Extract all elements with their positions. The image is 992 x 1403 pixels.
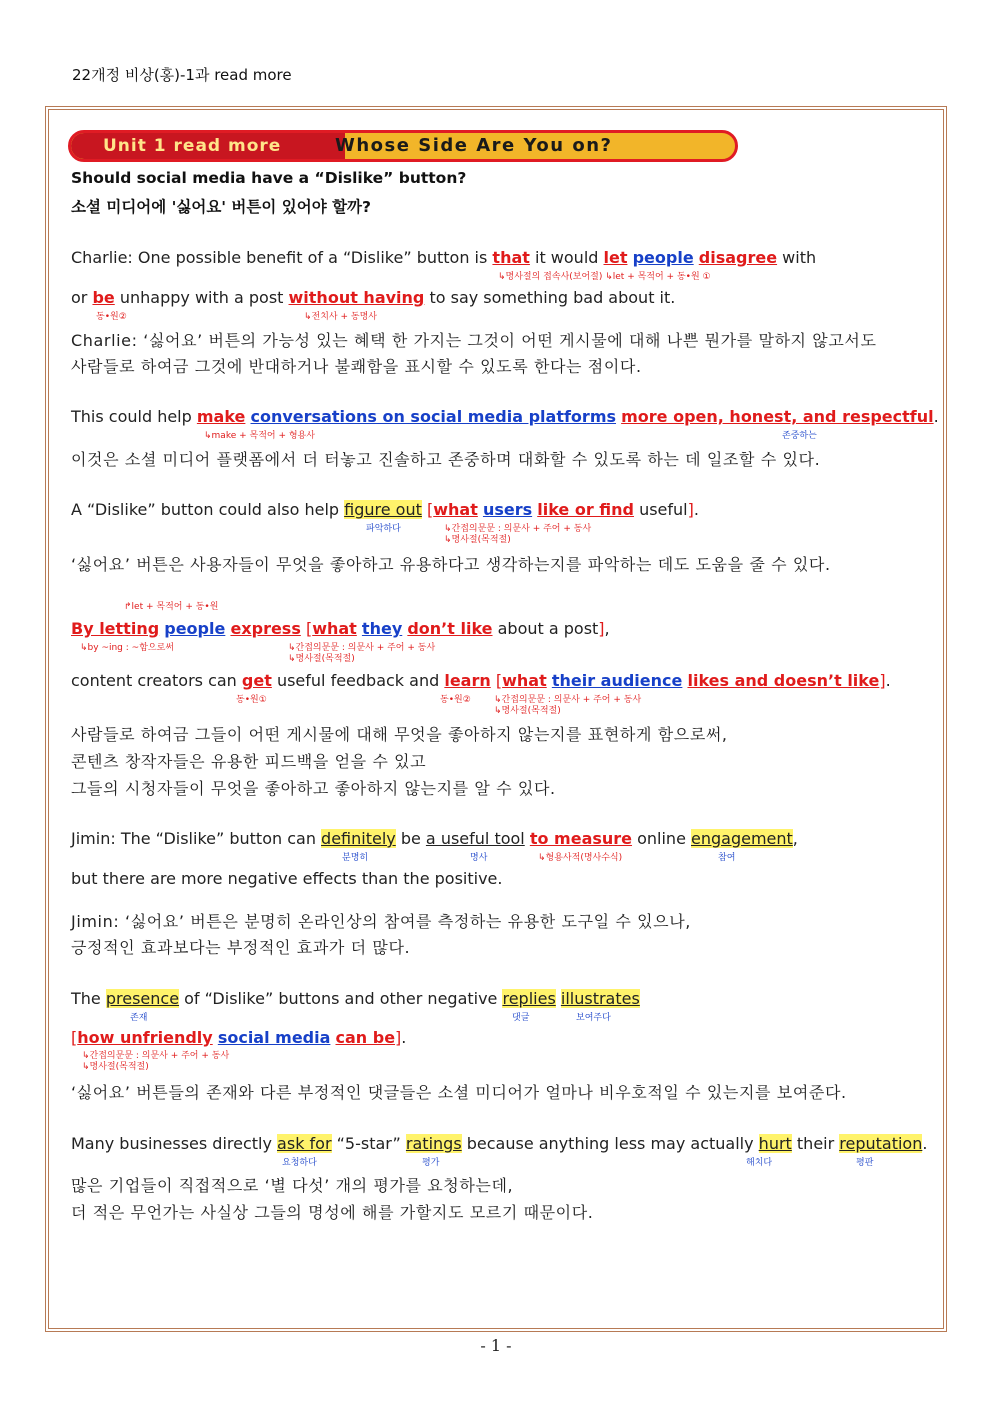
p6-line1: The presence of “Dislike” buttons and other negative replies illustrates [71, 989, 640, 1008]
p6-note5: ↳명사절(목적절) [82, 1062, 149, 1072]
p7-note4: 평판 [856, 1158, 874, 1168]
p4-note3: ↳명사절(목적절) [288, 654, 355, 664]
p6-line2: [how unfriendly social media can be]. [71, 1028, 407, 1047]
p1-line1: Charlie: One possible benefit of a “Dislike” button is that it would let people disagree with [71, 248, 817, 267]
p3-korean: ‘싫어요’ 버튼은 사용자들이 무엇을 좋아하고 유용하다고 생각하는지를 파악하는 데도 도움을 줄 수 있다. [71, 555, 831, 574]
p4-note5: 동•원② [440, 695, 471, 705]
p4-note0: ↱let + 목적어 + 동•원 [124, 602, 219, 612]
p4-note2: ↳간접의문문 : 의문사 + 주어 + 동사 [288, 643, 436, 653]
p4-note4: 동•원① [236, 695, 267, 705]
p5-line2: but there are more negative effects than the positive. [71, 869, 503, 888]
p1-korean2: 사람들로 하여금 그것에 반대하거나 불쾌함을 표시할 수 있도록 한다는 점이다. [71, 357, 642, 376]
question-english: Should social media have a “Dislike” button? [71, 169, 467, 187]
p6-note4: ↳간접의문문 : 의문사 + 주어 + 동사 [82, 1051, 230, 1061]
question-korean: 소셜 미디어에 '싫어요' 버튼이 있어야 할까? [71, 198, 372, 216]
p4-note6: ↳간접의문문 : 의문사 + 주어 + 동사 [494, 695, 642, 705]
p4-korean1: 사람들로 하여금 그들이 어떤 게시물에 대해 무엇을 좋아하지 않는지를 표현하게 함으로써, [71, 725, 728, 744]
p3-note1: 파악하다 [366, 524, 401, 534]
p1-note2: 동•원② [96, 312, 127, 322]
p5-note1: 분명히 [342, 853, 369, 863]
p1-korean1: Charlie: ‘싫어요’ 버튼의 가능성 있는 혜택 한 가지는 그것이 어떤 게시물에 대해 나쁜 뭔가를 말하지 않고서도 [71, 331, 877, 350]
document-header: 22개정 비상(홍)-1과 read more [72, 66, 292, 84]
p7-line: Many businesses directly ask for “5-star” ratings because anything less may actually hurt their reputation. [71, 1134, 928, 1153]
p3-note2: ↳간접의문문 : 의문사 + 주어 + 동사 [444, 524, 592, 534]
page-number: - 1 - [480, 1336, 512, 1355]
p6-note3: 보여주다 [576, 1013, 611, 1023]
p5-korean1: Jimin: ‘싫어요’ 버튼은 분명히 온라인상의 참여를 측정하는 유용한 도구일 수 있으나, [71, 912, 691, 931]
p7-note1: 요청하다 [282, 1158, 317, 1168]
p4-note7: ↳명사절(목적절) [494, 706, 561, 716]
p4-note1: ↳by ~ing : ~함으로써 [80, 643, 174, 653]
p6-note2: 댓글 [512, 1013, 530, 1023]
p4-korean3: 그들의 시청자들이 무엇을 좋아하고 좋아하지 않는지를 알 수 있다. [71, 779, 556, 798]
p4-line2: content creators can get useful feedback and learn [what their audience likes and doesn’t like]. [71, 671, 891, 690]
p7-korean1: 많은 기업들이 직접적으로 ‘별 다섯’ 개의 평가를 요청하는데, [71, 1176, 514, 1195]
p6-korean: ‘싫어요’ 버튼들의 존재와 다른 부정적인 댓글들은 소셜 미디어가 얼마나 비우호적일 수 있는지를 보여준다. [71, 1083, 847, 1102]
p2-note2: 존중하는 [782, 431, 817, 441]
p5-korean2: 긍정적인 효과보다는 부정적인 효과가 더 많다. [71, 938, 411, 957]
p1-line2: or be unhappy with a post without having to say something bad about it. [71, 288, 676, 307]
p5-note3: ↳형용사적(명사수식) [538, 853, 623, 863]
unit-label: Unit 1 read more [71, 133, 345, 159]
p5-line1: Jimin: The “Dislike” button can definitely be a useful tool to measure online engagement, [71, 829, 798, 848]
p2-note1: ↳make + 목적어 + 형용사 [204, 431, 315, 441]
p7-korean2: 더 적은 무언가는 사실상 그들의 명성에 해를 가할지도 모르기 때문이다. [71, 1203, 594, 1222]
p3-note3: ↳명사절(목적절) [444, 535, 511, 545]
p7-note3: 해치다 [746, 1158, 773, 1168]
p4-korean2: 콘텐츠 창작자들은 유용한 피드백을 얻을 수 있고 [71, 752, 427, 771]
p5-note2: 명사 [470, 853, 488, 863]
p1-note3: ↳전치사 + 동명사 [304, 312, 377, 322]
p1-note1: ↳명사절의 접속사(보어절) ↳let + 목적어 + 동•원 ① [498, 272, 711, 282]
lesson-title: Whose Side Are You on? [335, 135, 613, 156]
title-banner [68, 130, 738, 162]
p2-korean: 이것은 소셜 미디어 플랫폼에서 더 터놓고 진솔하고 존중하며 대화할 수 있도록 하는 데 일조할 수 있다. [71, 450, 821, 469]
p3-line: A “Dislike” button could also help figure out [what users like or find useful]. [71, 500, 699, 519]
p2-line: This could help make conversations on social media platforms more open, honest, and respectful. [71, 407, 939, 426]
p6-note1: 존재 [130, 1013, 148, 1023]
p7-note2: 평가 [422, 1158, 440, 1168]
p5-note4: 참여 [718, 853, 736, 863]
p4-line1: By letting people express [what they don’t like about a post], [71, 619, 610, 638]
